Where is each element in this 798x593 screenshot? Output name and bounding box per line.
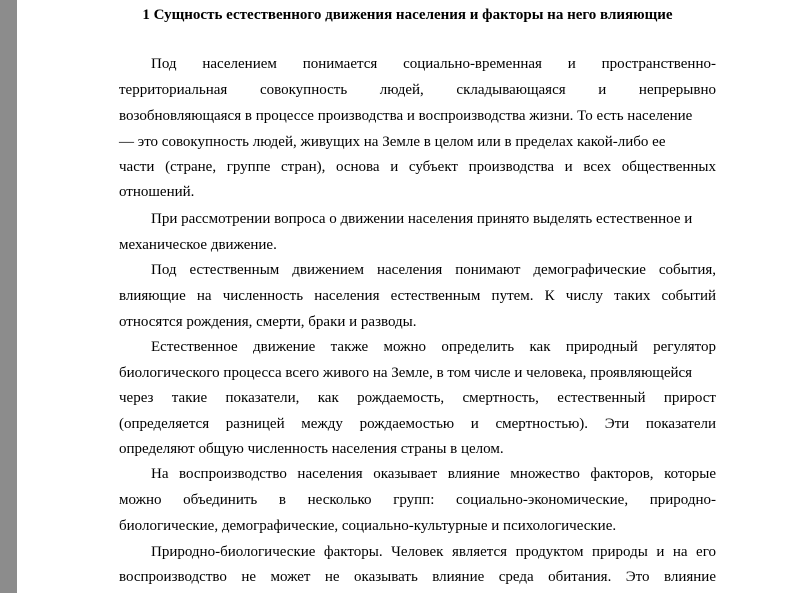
- text-line: влияющие на численность населения естественным путем. К числу таких событий: [119, 288, 716, 304]
- text-line: определяют общую численность населения страны в целом.: [119, 441, 504, 457]
- text-line: Естественное движение также можно определить как природный регулятор: [151, 339, 716, 355]
- text-line: Природно-биологические факторы. Человек является продуктом природы и на его: [151, 544, 716, 560]
- text-line: (определяется разницей между рождаемостью и смертностью). Эти показатели: [119, 416, 716, 432]
- text-line: Под населением понимается социально-временная и пространственно-: [151, 56, 716, 72]
- text-line: территориальная совокупность людей, складывающаяся и непрерывно: [119, 82, 716, 98]
- document-page: [17, 0, 798, 593]
- text-line: можно объединить в несколько групп: социально-экономические, природно-: [119, 492, 716, 508]
- text-line: механическое движение.: [119, 237, 277, 253]
- text-line: через такие показатели, как рождаемость, смертность, естественный прирост: [119, 390, 716, 406]
- text-line: относятся рождения, смерти, браки и разводы.: [119, 314, 417, 330]
- text-line: биологического процесса всего живого на Земле, в том числе и человека, проявляющейся: [119, 365, 693, 381]
- text-line: При рассмотрении вопроса о движении населения принято выделять естественное и: [151, 211, 693, 227]
- text-line: На воспроизводство населения оказывает влияние множество факторов, которые: [151, 466, 716, 482]
- text-line: части (стране, группе стран), основа и субъект производства и всех общественных: [119, 159, 716, 175]
- section-title: 1 Сущность естественного движения населения и факторы на него влияющие: [142, 7, 673, 23]
- text-line: воспроизводство не может не оказывать влияние среда обитания. Это влияние: [119, 569, 716, 585]
- text-line: биологические, демографические, социально-культурные и психологические.: [119, 518, 617, 534]
- text-line: отношений.: [119, 184, 195, 200]
- text-line: — это совокупность людей, живущих на Земле в целом или в пределах какой-либо ее: [119, 134, 666, 150]
- text-line: Под естественным движением населения понимают демографические события,: [151, 262, 716, 278]
- text-line: возобновляющаяся в процессе производства и воспроизводства жизни. То есть население: [119, 108, 693, 124]
